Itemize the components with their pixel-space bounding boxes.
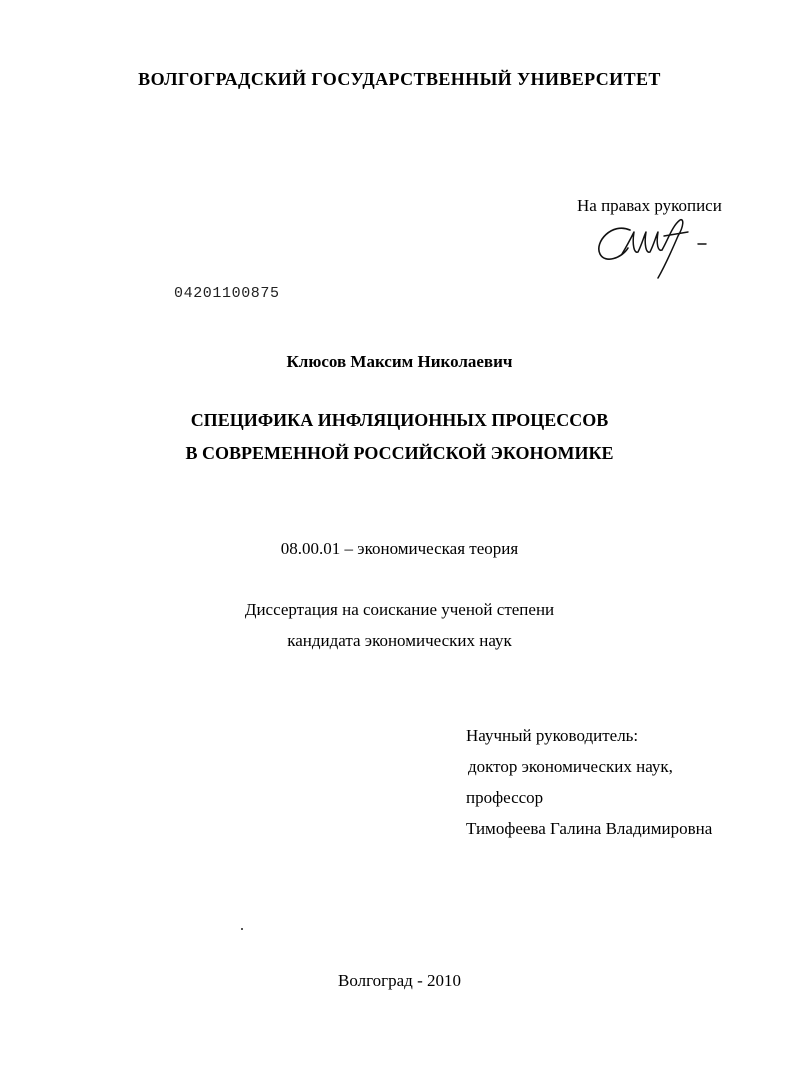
catalog-number: 04201100875 <box>174 285 280 302</box>
advisor-name: Тимофеева Галина Владимировна <box>466 819 713 838</box>
rights-notice: На правах рукописи <box>577 196 722 215</box>
dissertation-line-1: Диссертация на соискание ученой степени <box>244 600 555 619</box>
author-signature <box>592 214 722 284</box>
thesis-title-line-1: СПЕЦИФИКА ИНФЛЯЦИОННЫХ ПРОЦЕССОВ <box>190 410 609 430</box>
advisor-rank: профессор <box>466 788 544 807</box>
thesis-title-line-2: В СОВРЕМЕННОЙ РОССИЙСКОЙ ЭКОНОМИКЕ <box>185 443 614 463</box>
university-name: ВОЛГОГРАДСКИЙ ГОСУДАРСТВЕННЫЙ УНИВЕРСИТЕТ <box>138 69 661 89</box>
specialty-code: 08.00.01 – экономическая теория <box>280 539 519 558</box>
advisor-heading: Научный руководитель: <box>466 726 639 745</box>
author-name: Клюсов Максим Николаевич <box>286 352 513 371</box>
advisor-degree: доктор экономических наук, <box>468 757 673 776</box>
dissertation-line-2: кандидата экономических наук <box>287 631 512 650</box>
scan-speck <box>241 928 243 930</box>
city-year: Волгоград - 2010 <box>338 971 461 990</box>
